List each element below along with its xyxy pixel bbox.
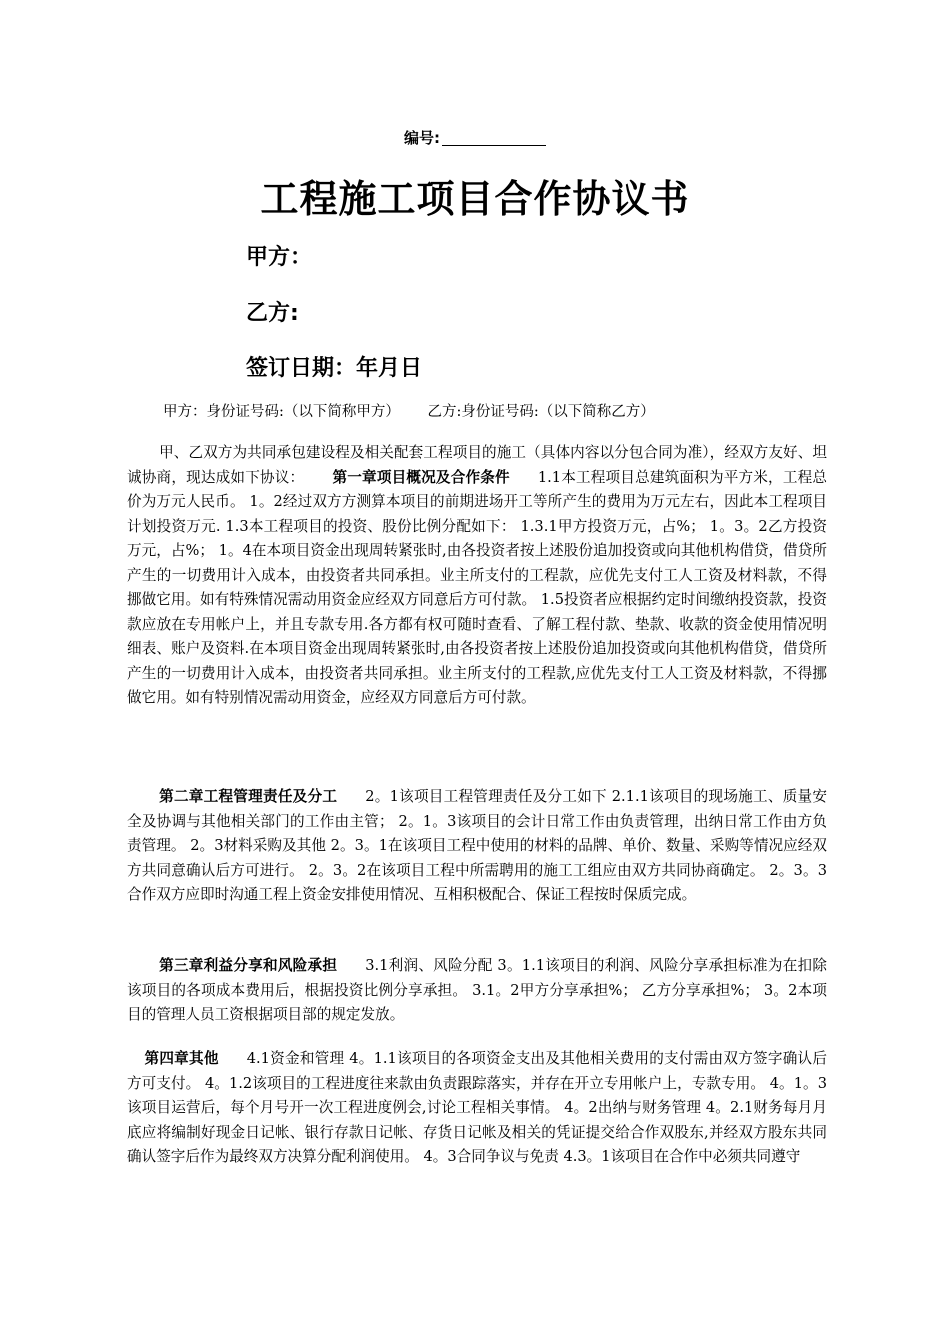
section-1-lead: 甲、乙双方为共同承包建设程及相关配套工程项目的施工（具体内容以分包合同为准），经双方友好、坦诚协商，现达成如下协议： [127,444,827,486]
section-4 [127,1047,827,1170]
serial-blank-line [442,145,546,146]
chapter-2-heading: 第二章工程管理责任及分工 [159,788,338,805]
serial-label: 编号: [404,129,440,147]
serial-number [0,127,950,148]
document-title: 工程施工项目合作协议书 [260,176,690,221]
party-a-label: 甲方： [246,245,313,270]
sign-date-label: 签订日期：年月日 [246,356,423,381]
section-1-text: 1.1本工程项目总建筑面积为平方米，工程总价为万元人民币。 1。2经过双方方测算本项目的前期进场开工等所产生的费用为万元左右，因此本工程项目计划投资万元. 1.3本工程项目的投资、股份比例分配如下： 1.3.1甲方投资万元，占%； 1。3。2乙方投资万元，占%； 1。4在本项目资金出现周转紧张时,由各投资者按上述股份追加投资或向其他机构借贷，借贷所产生的一切费用计入成本，由投资者共同承担。业主所支付的工程款，应优先支付工人工资及材料款，不得挪做它用。如有特殊情况需动用资金应经双方同意后方可付款。 1.5投资者应根据约定时间缴纳投资款，投资款应放在专用帐户上，并且专款专用.各方都有权可随时查看、了解工程付款、垫款、收款的资金使用情况明细表、账户及资料.在本项目资金出现周转紧张时,由各投资者按上述股份追加投资或向其他机构借贷，借贷所产生的一切费用计入成本，由投资者共同承担。业主所支付的工程款,应优先支付工人工资及材料款，不得挪做它用。如有特别情况需动用资金，应经双方同意后方可付款。 [127,468,827,706]
party-b-label: 乙方: [246,301,299,326]
section-3 [127,954,827,1028]
section-2 [127,785,827,908]
section-3-text: 3.1利润、风险分配 3。1.1该项目的利润、风险分享承担标准为在扣除该项目的各项成本费用后，根据投资比例分享承担。 3.1。2甲方分享承担%； 乙方分享承担%； 3。2本项目的管理人员工资根据项目部的规定发放。 [127,957,827,1023]
party-id-line: 甲方：身份证号码:（以下简称甲方） 乙方:身份证号码:（以下简称乙方） [163,404,655,420]
chapter-3-heading: 第三章利益分享和风险承担 [159,957,338,974]
chapter-1-heading: 第一章项目概况及合作条件 [332,468,510,486]
section-2-text: 2。1该项目工程管理责任及分工如下 2.1.1该项目的现场施工、质量安全及协调与其他相关部门的工作由主管； 2。1。3该项目的会计日常工作由负责管理，出纳日常工作由方负责管理。 2。3材料采购及其他 2。3。1在该项目工程中使用的材料的品牌、单价、数量、采购等情况应经双方共同意确认后方可进行。 2。3。2在该项目工程中所需聘用的施工工组应由双方共同协商确定。 2。3。3合作双方应即时沟通工程上资金安排使用情况、互相积极配合、保证工程按时保质完成。 [127,788,827,903]
chapter-4-heading: 第四章其他 [144,1050,219,1067]
section-1 [127,441,827,711]
section-4-text: 4.1资金和管理 4。1.1该项目的各项资金支出及其他相关费用的支付需由双方签字确认后方可支付。 4。1.2该项目的工程进度往来款由负责跟踪落实，并存在开立专用帐户上，专款专用。 4。1。3该项目运营后，每个月号开一次工程进度例会,讨论工程相关事情。 4。2出纳与财务管理 4。2.1财务每月月底应将编制好现金日记帐、银行存款日记帐、存货日记帐及相关的凭证提交给合作双股东,并经双方股东共同确认签字后作为最终双方决算分配利润使用。 4。3合同争议与免责 4.3。1该项目在合作中必须共同遵守 [127,1050,827,1165]
